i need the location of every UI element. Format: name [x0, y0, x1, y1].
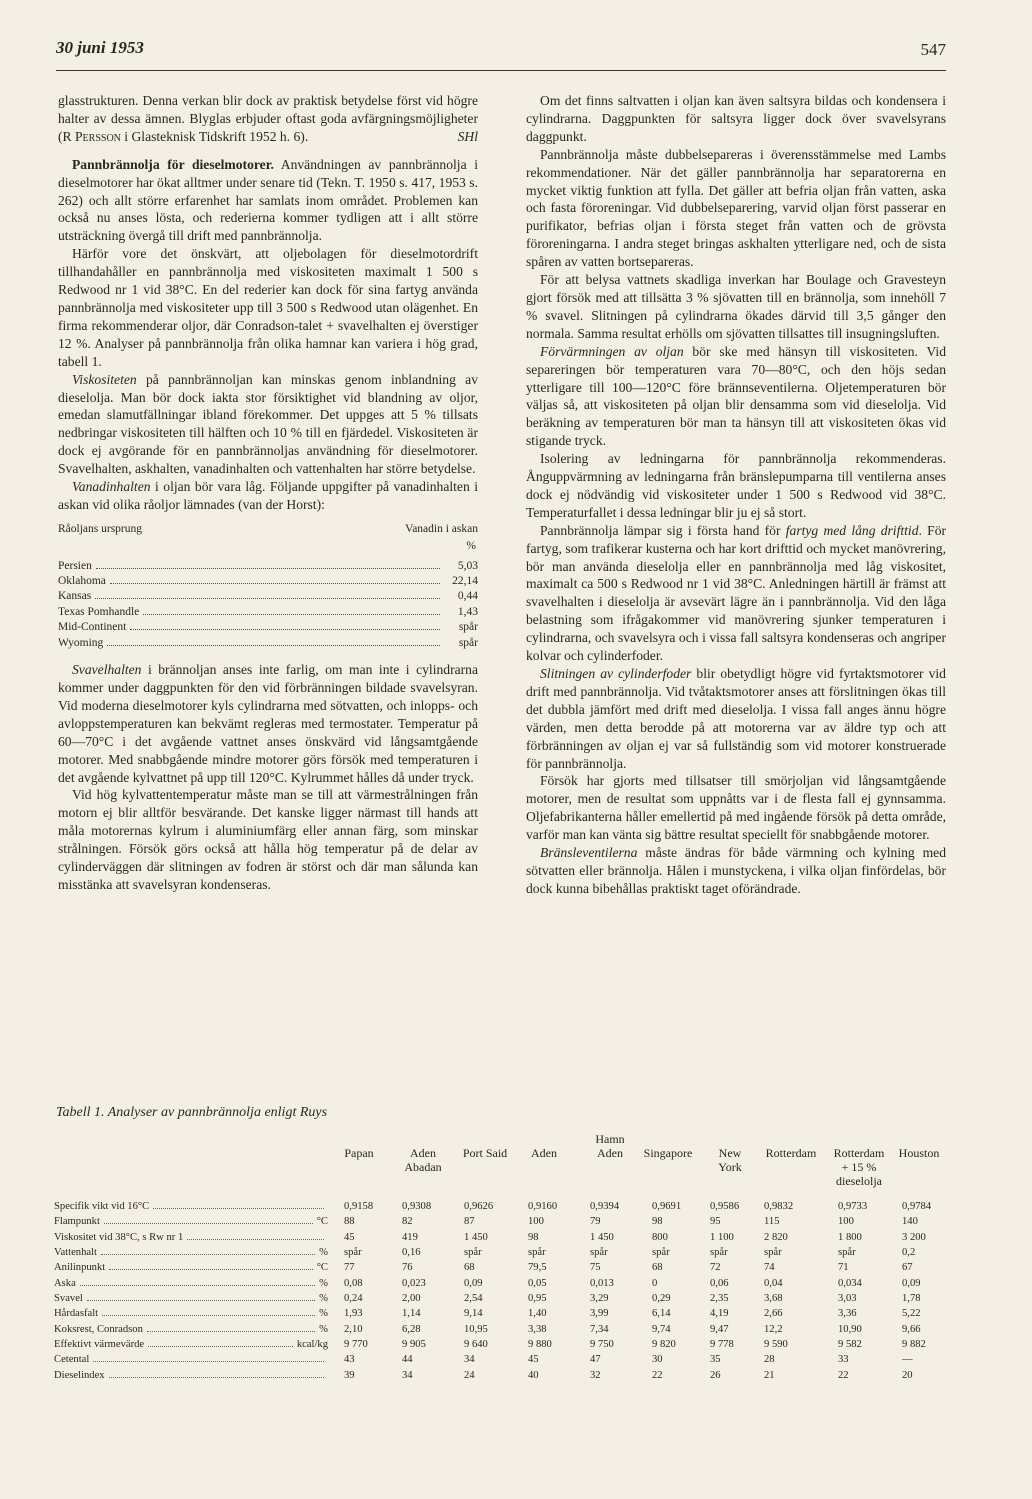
- vanadium-row: Wyoming spår: [58, 636, 478, 649]
- table-cell: 26: [710, 1369, 721, 1381]
- table-row: [54, 1337, 954, 1352]
- table-cell: 0,9626: [464, 1201, 494, 1212]
- table-cell: spår: [344, 1247, 362, 1259]
- table-cell: 9,47: [710, 1323, 729, 1335]
- table-cell: 0,9586: [710, 1201, 740, 1212]
- table-cell: 98: [652, 1216, 663, 1228]
- row-label: Koksrest, Conradson %: [54, 1323, 328, 1335]
- table-cell: 1 100: [710, 1231, 734, 1243]
- column-header: Aden Abadan: [404, 1146, 442, 1174]
- table-cell: 115: [764, 1216, 780, 1228]
- column-header: Aden: [531, 1146, 557, 1160]
- table-cell: 1 450: [590, 1231, 614, 1243]
- table-row: [54, 1306, 954, 1321]
- paragraph: Härför vore det önskvärt, att oljebolagen för dieselmotordrift tillhandahåller en pannbrännolja med viskositeten maximalt 1 500 s Redwood nr 1 vid 38°C. En del rederier kan dock för sina fartyg använda pannbrännolja med viskositeter upp till 3 500 s Redwood utan olägenhet. En firma rekommenderar oljor, där Conradson-talet + svavelhalten ej överstiger 12 %. Analyser på pannbrännolja från olika hamnar kan variera i hög grad, tabell 1.: [58, 246, 478, 369]
- table-cell: 9 582: [838, 1339, 862, 1351]
- column-header: Port Said: [462, 1146, 508, 1160]
- table-cell: 0,29: [652, 1293, 671, 1305]
- table-cell: spår: [652, 1247, 670, 1259]
- table-cell: 35: [710, 1354, 721, 1366]
- table-cell: 72: [710, 1262, 721, 1274]
- table-cell: 0,16: [402, 1247, 421, 1259]
- table-cell: 0,24: [344, 1293, 363, 1305]
- table-cell: 3,68: [764, 1293, 783, 1305]
- table-cell: 9,74: [652, 1323, 671, 1335]
- table-cell: 3,38: [528, 1323, 547, 1335]
- table-cell: 9 640: [464, 1339, 488, 1351]
- vanadium-unit: %: [466, 540, 476, 553]
- table-cell: 3,03: [838, 1293, 857, 1305]
- table-cell: 0,06: [710, 1277, 729, 1289]
- vanadium-table: [58, 522, 478, 651]
- table-cell: 1,40: [528, 1308, 547, 1320]
- table-cell: 34: [464, 1354, 475, 1366]
- table-cell: 800: [652, 1231, 668, 1243]
- table-cell: 0,9160: [528, 1201, 558, 1212]
- paragraph: Viskositeten på pannbrännoljan kan minskas genom inblandning av dieselolja. Man bör dock iakta stor försiktighet vid blandning av oljor, emedan slamutfällningar ibland förekommer. Det uppges att 5 % tillsats nedbringar viskositeten till hälften och 10 % till en fjärdedel. Viskositeten är dock ej avgörande för en pannbrännoljas användning för dieselmotorer. Svavelhalten, askhalten, vanadinhalten och vattenhalten har större betydelse.: [58, 371, 478, 477]
- inline-heading: Viskositeten: [72, 371, 137, 387]
- table-row: [54, 1368, 954, 1383]
- table-cell: 0,9733: [838, 1201, 868, 1212]
- table-cell: 2,10: [344, 1323, 363, 1335]
- table-cell: 68: [652, 1262, 663, 1274]
- header-rule: [56, 70, 946, 71]
- table-cell: 10,95: [464, 1323, 488, 1335]
- issue-date: 30 juni 1953: [56, 38, 144, 57]
- table-cell: 45: [344, 1231, 355, 1243]
- table-cell: 9 778: [710, 1339, 734, 1351]
- table-cell: spår: [590, 1247, 608, 1259]
- table-cell: 71: [838, 1262, 849, 1274]
- row-label: Hårdasfalt %: [54, 1308, 328, 1320]
- table-cell: 88: [344, 1216, 355, 1228]
- table-cell: 28: [764, 1354, 775, 1366]
- table-cell: 22: [838, 1369, 849, 1381]
- table-cell: 77: [344, 1262, 355, 1274]
- table-cell: spår: [764, 1247, 782, 1259]
- left-column: [58, 92, 478, 894]
- row-label: Viskositet vid 38°C, s Rw nr 1: [54, 1230, 328, 1245]
- row-label: Dieselindex: [54, 1368, 328, 1383]
- table-cell: 79: [590, 1216, 601, 1228]
- table-cell: 75: [590, 1262, 601, 1274]
- row-label: Cetental: [54, 1352, 328, 1367]
- table-cell: 12,2: [764, 1323, 783, 1335]
- table-cell: 33: [838, 1354, 849, 1366]
- table-cell: 9 905: [402, 1339, 426, 1351]
- vanadium-row: Texas Pomhandle 1,43: [58, 605, 478, 618]
- table-cell: 3,36: [838, 1308, 857, 1320]
- table-cell: 0,013: [590, 1277, 614, 1289]
- column-header: Singapore: [643, 1146, 693, 1160]
- inline-heading: Slitningen av cylinderfoder: [540, 666, 692, 681]
- table-cell: 40: [528, 1369, 539, 1381]
- table-cell: 3,99: [590, 1308, 609, 1320]
- table-cell: 9 880: [528, 1339, 552, 1351]
- paragraph: Vanadinhalten i oljan bör vara låg. Följande uppgifter på vanadinhalten i askan vid olika råoljor lämnades (van der Horst):: [58, 479, 478, 512]
- table-cell: 24: [464, 1369, 475, 1381]
- paragraph: Svavelhalten i brännoljan anses inte farlig, om man inte i cylindrarna kommer under daggpunkten för den vid förbränningen bildade svavelsyran. Vid moderna dieselmotorer kyls cylindrarna med sötvatten, och inlopps- och avloppstemperaturen kan bekvämt regleras med termostater. Temperatur på 60—70°C i det avgående vattnet anses önskvärd vid långsamtgående motorer. Med snabbgående mindre motorer görs försök med temperaturen i det avgående kylvattnet på upp till 120°C. Kylrummet hålles då under tryck.: [58, 662, 478, 785]
- row-label: Vattenhalt %: [54, 1247, 328, 1259]
- vanadium-col-value: Vanadin i askan: [405, 522, 478, 535]
- table-cell: 9 750: [590, 1339, 614, 1351]
- table-cell: 2,35: [710, 1293, 729, 1305]
- vanadium-row: Persien 5,03: [58, 559, 478, 572]
- table-cell: 1,14: [402, 1308, 421, 1320]
- table-cell: 2,00: [402, 1293, 421, 1305]
- paragraph: Försök har gjorts med tillsatser till smörjoljan vid långsamtgående motorer, men de resultat som uppnåtts var i de flesta fall ej gynnsamma. Oljefabrikanterna håller emellertid på med ingående försök på detta område, varför man kan vänta sig bättre resultat speciellt för snabbgående motorer.: [526, 773, 946, 843]
- paragraph: För att belysa vattnets skadliga inverkan har Boulage och Gravesteyn gjort försök med att tillsätta 3 % sjövatten till en brännolja, som innehöll 7 % svavel. Slitningen på cylindrarna ökades därvid till 3,5 gånger den normala. Samma resultat erhölls om sjövatten tillsattes till insugningsluften.: [526, 272, 946, 341]
- table-cell: 1,93: [344, 1308, 363, 1320]
- table-cell: 20: [902, 1369, 913, 1381]
- table-cell: 0,9691: [652, 1201, 682, 1212]
- table-cell: 79,5: [528, 1262, 547, 1274]
- column-header: Papan: [344, 1146, 374, 1160]
- table-cell: 0,09: [464, 1277, 483, 1289]
- table-cell: 2 820: [764, 1231, 788, 1243]
- paragraph: Pannbrännolja för dieselmotorer. Användningen av pannbrännolja i dieselmotorer har ökat alltmer under senare tid (Tekn. T. 1950 s. 417, 1953 s. 262) och allt större erfarenhet har samlats inom området. Problemen kan också nu anses lösta, och rederierna kommer tydligen att i allt större utsträckning övergå till drift med pannbrännolja.: [58, 156, 478, 244]
- table-cell: 98: [528, 1231, 539, 1243]
- paragraph: Isolering av ledningarna för pannbrännolja rekommenderas. Ånguppvärmning av ledningarna från bränslepumparna till ventilerna anses dock ej nödvändig vid viskositeter under 1 500 s Redwood vid 38°C. Temperaturfallet i dessa ledningar blir ju ej så stort.: [526, 451, 946, 520]
- table-cell: 419: [402, 1231, 418, 1243]
- paragraph: Pannbrännolja lämpar sig i första hand för fartyg med lång drifttid. För fartyg, som trafikerar kusterna och har kort drifttid och mycket manövrering, bör man använda dieselolja eller en pannbrännolja med låg viskositet, maximalt ca 500 s Redwood nr 1 vid 38°C. Anledningen härtill är främst att svavelhalten i dieselolja är avsevärt lägre än i pannbrännolja. Vid den låga belastning som ifrågakommer vid manövrering sjunker temperaturen i cylindrarna, och svavelsyra och i vissa fall saltsyra kondenseras och angriper kolvar och cylinderfoder.: [526, 522, 947, 664]
- table-cell: 9 770: [344, 1339, 368, 1351]
- table-cell: spår: [464, 1247, 482, 1259]
- inline-heading: Bränsleventilerna: [540, 845, 638, 861]
- table-cell: 0,023: [402, 1277, 426, 1289]
- paragraph: Bränsleventilerna måste ändras för både värmning och kylning med sötvatten eller brännolja. Hålen i munstyckena, i vilka oljan finfördelas, bör dock kunna bibehållas praktiskt taget oförändrade.: [526, 845, 946, 896]
- table-header: [0, 1128, 1032, 1188]
- table-cell: 9 820: [652, 1339, 676, 1351]
- table-cell: 0,034: [838, 1277, 862, 1289]
- inline-emphasis: fartyg med lång drifttid: [785, 522, 919, 538]
- table-cell: 82: [402, 1216, 413, 1228]
- table-cell: 0,95: [528, 1293, 547, 1305]
- table-cell: 45: [528, 1354, 539, 1366]
- table-cell: spår: [528, 1247, 546, 1259]
- vanadium-row: Mid-Continent spår: [58, 621, 478, 634]
- page-number: 547: [920, 40, 946, 59]
- table-cell: —: [902, 1354, 913, 1366]
- table-cell: 1,78: [902, 1293, 921, 1305]
- column-header: New York: [718, 1146, 742, 1174]
- table-cell: 39: [344, 1369, 355, 1381]
- row-label: Specifik vikt vid 16°C: [54, 1199, 328, 1214]
- table-cell: 1 800: [838, 1231, 862, 1243]
- table-cell: 0,9158: [344, 1201, 374, 1212]
- table-cell: 2,54: [464, 1293, 483, 1305]
- table-cell: 0: [652, 1277, 658, 1289]
- row-label: Aska %: [54, 1277, 328, 1289]
- table-cell: 87: [464, 1216, 475, 1228]
- row-label: Effektivt värmevärde kcal/kg: [54, 1339, 328, 1351]
- table-cell: 9,14: [464, 1308, 483, 1320]
- table-cell: 0,04: [764, 1277, 783, 1289]
- table-cell: 0,09: [902, 1277, 921, 1289]
- row-label: Flampunkt °C: [54, 1216, 328, 1228]
- table-row: [54, 1352, 954, 1367]
- table-cell: spår: [838, 1247, 856, 1259]
- table-row: [54, 1199, 954, 1214]
- table-row: [54, 1322, 954, 1337]
- table-row: [54, 1260, 954, 1275]
- table-cell: 76: [402, 1262, 413, 1274]
- table-caption: Tabell 1. Analyser av pannbrännolja enligt Ruys: [56, 1105, 328, 1120]
- table-cell: 21: [764, 1369, 775, 1381]
- table-cell: 22: [652, 1369, 663, 1381]
- right-column: [526, 92, 946, 898]
- table-cell: 4,19: [710, 1308, 729, 1320]
- vanadium-col-origin: Råoljans ursprung: [58, 522, 143, 535]
- table-row: [54, 1245, 954, 1260]
- paragraph: Slitningen av cylinderfoder blir obetydligt högre vid fyrtaktsmotorer vid drift med pannbrännolja. Vid tvåtaktsmotorer anses att förslitningen ökas till det dubbla jämfört med drift med dieselolja. I vissa fall anges ännu högre värden, men detta berodde på att motorerna var av äldre typ och att förbränningen av oljan ej var så fullständig som vid motorer konstruerade för pannbrännolja.: [526, 666, 946, 771]
- paragraph: Förvärmningen av oljan bör ske med hänsyn till viskositeten. Vid separeringen bör temperaturen vara 70—80°C, och den höjs sedan ytterligare till 100—120°C före brännseventilerna. Oljetemperaturen bör väljas så, att viskositeten på oljan blir densamma som vid dieselolja. Vid beräkning av temperaturen bör man ta hänsyn till att viskositeten ökas vid stigande tryck.: [526, 343, 946, 449]
- paragraph: Pannbrännolja måste dubbelsepareras i överensstämmelse med Lambs rekommendationer. När det gäller pannbrännolja har separatorerna en mycket viktig funktion att fylla. Det gäller att befria oljan från vatten, aska och fasta föroreningar. Vid dubbelseparering, varvid oljan först passerar en purifikator, befrias oljan i första steget från vatten och de grövsta föroreningarna. I andra steget bringas askhalten ytterligare ned, och de sista spåren av vatten bortsepareras.: [526, 146, 946, 270]
- table-cell: 0,2: [902, 1247, 916, 1259]
- table-cell: 1 450: [464, 1231, 488, 1243]
- paragraph: glasstrukturen. Denna verkan blir dock av praktisk betydelse först vid högre halter av dessa ämnen. Blyglas erbjuder oftast goda avfärgningsmöjligheter (R Persson i Glasteknisk Tidskrift 1952 h. 6). SHl: [58, 93, 478, 144]
- table-cell: spår: [710, 1247, 728, 1259]
- row-label: Anilinpunkt °C: [54, 1262, 328, 1274]
- table-cell: 100: [838, 1216, 854, 1228]
- table-cell: 10,90: [838, 1323, 862, 1335]
- column-header: Rotterdam + 15 % dieselolja: [833, 1146, 885, 1188]
- table-cell: 0,9784: [902, 1201, 932, 1212]
- table-row: [54, 1276, 954, 1291]
- table-cell: 100: [528, 1216, 544, 1228]
- table-cell: 6,14: [652, 1308, 671, 1320]
- table-cell: 34: [402, 1369, 413, 1381]
- table-cell: 74: [764, 1262, 775, 1274]
- table-row: [54, 1291, 954, 1306]
- row-label: Svavel %: [54, 1293, 328, 1305]
- table-cell: 67: [902, 1262, 913, 1274]
- table-cell: 0,9308: [402, 1201, 432, 1212]
- table-row: [54, 1214, 954, 1229]
- table-cell: 0,9832: [764, 1201, 794, 1212]
- table-cell: 3,29: [590, 1293, 609, 1305]
- article-heading: Pannbrännolja för dieselmotorer.: [72, 156, 274, 172]
- author-name: Persson: [75, 128, 121, 144]
- table-cell: 5,22: [902, 1308, 921, 1320]
- table-cell: 9,66: [902, 1323, 921, 1335]
- table-cell: 3 200: [902, 1231, 926, 1243]
- column-header: Rotterdam: [765, 1146, 817, 1160]
- inline-heading: Förvärmningen av oljan: [540, 343, 684, 359]
- table-cell: 43: [344, 1354, 355, 1366]
- table-cell: 47: [590, 1354, 601, 1366]
- column-header: Houston: [898, 1146, 940, 1160]
- table-cell: 0,08: [344, 1277, 363, 1289]
- paragraph: Vid hög kylvattentemperatur måste man se till att värmestrålningen från motorn ej blir alltför besvärande. Det kanske ligger närmast till hands att måla motorernas kylrum i aluminiumfärg eller annan färg, som minskar strålningen. Försök görs också att hålla hög temperatur på de delar av cylinderväggen där slitningen av fodren är störst och där man sålunda kan misstänka att svavelsyran kondenseras.: [58, 787, 478, 892]
- table-cell: 32: [590, 1369, 601, 1381]
- table-cell: 44: [402, 1354, 413, 1366]
- vanadium-row: Oklahoma 22,14: [58, 575, 478, 588]
- column-header: Hamn Aden: [595, 1132, 625, 1160]
- inline-heading: Svavelhalten: [72, 662, 142, 678]
- table-cell: 68: [464, 1262, 475, 1274]
- table-cell: 0,9394: [590, 1201, 620, 1212]
- table-cell: 0,05: [528, 1277, 547, 1289]
- table-cell: 30: [652, 1354, 663, 1366]
- inline-heading: Vanadinhalten: [72, 479, 151, 495]
- table-cell: 7,34: [590, 1323, 609, 1335]
- analysis-table: [54, 1199, 954, 1383]
- paragraph: Om det finns saltvatten i oljan kan även saltsyra bildas och kondensera i cylindrarna. Daggpunkten för saltsyra ligger dock över svavelsyrans daggpunkt.: [526, 93, 946, 144]
- table-row: [54, 1230, 954, 1245]
- table-cell: 6,28: [402, 1323, 421, 1335]
- table-cell: 95: [710, 1216, 721, 1228]
- table-cell: 140: [902, 1216, 918, 1228]
- table-cell: 9 590: [764, 1339, 788, 1351]
- vanadium-row: Kansas 0,44: [58, 590, 478, 603]
- author-signature: SHl: [457, 128, 478, 144]
- table-cell: 9 882: [902, 1339, 926, 1351]
- table-cell: 2,66: [764, 1308, 783, 1320]
